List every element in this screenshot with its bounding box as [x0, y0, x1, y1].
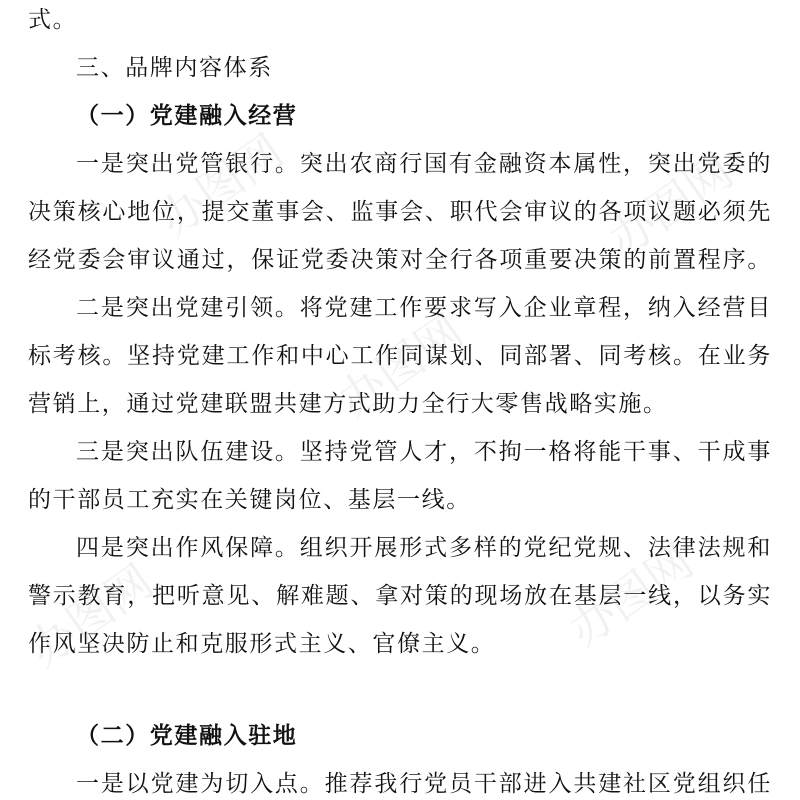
paragraph-line: 经党委会审议通过，保证党委决策对全行各项重要决策的前置程序。 — [28, 247, 772, 273]
body-line-continuation: 式。 — [28, 7, 78, 33]
watermark: 办图网 — [18, 553, 163, 678]
watermark: 办图网 — [558, 533, 703, 658]
paragraph-line: 作风坚决防止和克服形式主义、官僚主义。 — [28, 631, 496, 657]
watermark: 办图网 — [148, 123, 293, 248]
section-heading: 三、品牌内容体系 — [76, 55, 273, 81]
paragraph-line: 三是突出队伍建设。坚持党管人才，不拘一格将能干事、干成事 — [76, 439, 772, 465]
paragraph-line: 标考核。坚持党建工作和中心工作同谋划、同部署、同考核。在业务 — [28, 343, 772, 369]
paragraph-line: 一是突出党管银行。突出农商行国有金融资本属性，突出党委的 — [76, 151, 772, 177]
paragraph-line: 二是突出党建引领。将党建工作要求写入企业章程，纳入经营目 — [76, 295, 772, 321]
subsection-heading: （一）党建融入经营 — [76, 102, 298, 129]
paragraph-line: 决策核心地位，提交董事会、监事会、职代会审议的各项议题必须先 — [28, 199, 772, 225]
paragraph-line: 一是以党建为切入点。推荐我行党员干部进入共建社区党组织任 — [76, 771, 772, 797]
paragraph-line: 营销上，通过党建联盟共建方式助力全行大零售战略实施。 — [28, 391, 668, 417]
watermark: 办图网 — [328, 303, 473, 428]
paragraph-line: 警示教育，把听意见、解难题、拿对策的现场放在基层一线，以务实 — [28, 583, 772, 609]
paragraph-line: 四是突出作风保障。组织开展形式多样的党纪党规、法律法规和 — [76, 535, 772, 561]
subsection-heading: （二）党建融入驻地 — [76, 722, 298, 749]
paragraph-line: 的干部员工充实在关键岗位、基层一线。 — [28, 487, 471, 513]
watermark: 办图网 — [598, 143, 743, 268]
